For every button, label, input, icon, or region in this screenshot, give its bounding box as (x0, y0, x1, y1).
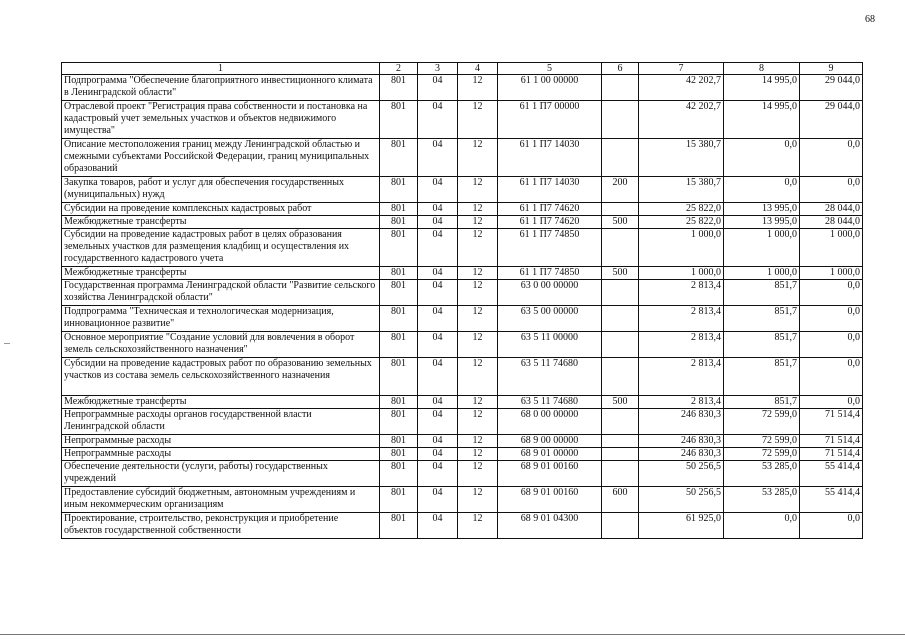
amount-col9: 0,0 (800, 139, 863, 177)
amount-col7: 42 202,7 (639, 101, 724, 139)
expense-type (602, 306, 639, 332)
section-code: 801 (380, 306, 418, 332)
amount-col8: 851,7 (724, 358, 800, 396)
row-name: Непрограммные расходы (62, 448, 380, 461)
subsection-code: 04 (418, 203, 458, 216)
row-name: Субсидии на проведение кадастровых работ по образованию земельных участков из состава земель сельскохозяйственного назначения (62, 358, 380, 396)
amount-col9: 71 514,4 (800, 435, 863, 448)
target-article: 68 9 01 00160 (498, 461, 602, 487)
subsection-code: 04 (418, 75, 458, 101)
expense-type (602, 280, 639, 306)
row-name: Отраслевой проект "Регистрация права собственности и постановка на кадастровый учет земельных участков и объектов недвижимого имущества" (62, 101, 380, 139)
amount-col9: 55 414,4 (800, 461, 863, 487)
target-article: 63 5 11 74680 (498, 358, 602, 396)
target-article: 61 1 П7 74620 (498, 216, 602, 229)
section-code: 801 (380, 267, 418, 280)
subsection-code-2: 12 (458, 75, 498, 101)
table-row (62, 306, 863, 332)
subsection-code: 04 (418, 487, 458, 513)
expense-type (602, 461, 639, 487)
page-number: 68 (865, 14, 875, 25)
subsection-code-2: 12 (458, 280, 498, 306)
expense-type (602, 435, 639, 448)
section-code: 801 (380, 75, 418, 101)
subsection-code-2: 12 (458, 139, 498, 177)
expense-type (602, 75, 639, 101)
amount-col9: 29 044,0 (800, 101, 863, 139)
section-code: 801 (380, 203, 418, 216)
section-code: 801 (380, 487, 418, 513)
row-name: Основное мероприятие "Создание условий для вовлечения в оборот земель сельскохозяйственного назначения" (62, 332, 380, 358)
amount-col9: 0,0 (800, 177, 863, 203)
column-header: 9 (800, 63, 863, 75)
expense-type: 200 (602, 177, 639, 203)
amount-col7: 15 380,7 (639, 139, 724, 177)
section-code: 801 (380, 409, 418, 435)
column-header: 4 (458, 63, 498, 75)
budget-table (61, 62, 863, 539)
amount-col7: 246 830,3 (639, 448, 724, 461)
table-row (62, 267, 863, 280)
amount-col9: 1 000,0 (800, 229, 863, 267)
amount-col7: 50 256,5 (639, 461, 724, 487)
expense-type (602, 203, 639, 216)
page-bottom-rule (0, 634, 905, 635)
subsection-code: 04 (418, 267, 458, 280)
subsection-code-2: 12 (458, 358, 498, 396)
table-row (62, 461, 863, 487)
column-header: 1 (62, 63, 380, 75)
amount-col8: 72 599,0 (724, 435, 800, 448)
amount-col8: 851,7 (724, 280, 800, 306)
subsection-code: 04 (418, 448, 458, 461)
table-row (62, 448, 863, 461)
amount-col8: 13 995,0 (724, 203, 800, 216)
amount-col9: 1 000,0 (800, 267, 863, 280)
column-header: 3 (418, 63, 458, 75)
subsection-code-2: 12 (458, 203, 498, 216)
amount-col7: 2 813,4 (639, 396, 724, 409)
column-header: 7 (639, 63, 724, 75)
amount-col8: 0,0 (724, 513, 800, 539)
target-article: 61 1 П7 00000 (498, 101, 602, 139)
expense-type (602, 332, 639, 358)
amount-col8: 13 995,0 (724, 216, 800, 229)
row-name: Описание местоположения границ между Ленинградской областью и смежными субъектами Российской Федерации, границ муниципальных образований (62, 139, 380, 177)
row-name: Государственная программа Ленинградской области "Развитие сельского хозяйства Ленинградской области" (62, 280, 380, 306)
amount-col8: 53 285,0 (724, 487, 800, 513)
row-name: Непрограммные расходы органов государственной власти Ленинградской области (62, 409, 380, 435)
subsection-code: 04 (418, 435, 458, 448)
subsection-code-2: 12 (458, 448, 498, 461)
expense-type: 500 (602, 216, 639, 229)
row-name: Обеспечение деятельности (услуги, работы) государственных учреждений (62, 461, 380, 487)
subsection-code-2: 12 (458, 409, 498, 435)
subsection-code: 04 (418, 280, 458, 306)
subsection-code-2: 12 (458, 396, 498, 409)
amount-col9: 29 044,0 (800, 75, 863, 101)
row-name: Предоставление субсидий бюджетным, автономным учреждениям и иным некоммерческим организациям (62, 487, 380, 513)
subsection-code: 04 (418, 177, 458, 203)
amount-col7: 2 813,4 (639, 332, 724, 358)
target-article: 61 1 00 00000 (498, 75, 602, 101)
section-code: 801 (380, 448, 418, 461)
subsection-code: 04 (418, 513, 458, 539)
amount-col8: 14 995,0 (724, 101, 800, 139)
row-name: Закупка товаров, работ и услуг для обеспечения государственных (муниципальных) нужд (62, 177, 380, 203)
expense-type (602, 409, 639, 435)
amount-col9: 0,0 (800, 332, 863, 358)
section-code: 801 (380, 216, 418, 229)
target-article: 63 5 11 74680 (498, 396, 602, 409)
table-row (62, 280, 863, 306)
amount-col8: 851,7 (724, 306, 800, 332)
subsection-code-2: 12 (458, 101, 498, 139)
target-article: 68 9 01 00000 (498, 448, 602, 461)
subsection-code-2: 12 (458, 487, 498, 513)
amount-col8: 851,7 (724, 332, 800, 358)
row-name: Подпрограмма "Обеспечение благоприятного инвестиционного климата в Ленинградской области" (62, 75, 380, 101)
amount-col8: 72 599,0 (724, 409, 800, 435)
expense-type: 500 (602, 267, 639, 280)
amount-col9: 0,0 (800, 280, 863, 306)
section-code: 801 (380, 435, 418, 448)
section-code: 801 (380, 229, 418, 267)
target-article: 63 0 00 00000 (498, 280, 602, 306)
column-header: 2 (380, 63, 418, 75)
target-article: 63 5 00 00000 (498, 306, 602, 332)
amount-col7: 15 380,7 (639, 177, 724, 203)
subsection-code: 04 (418, 396, 458, 409)
amount-col7: 25 822,0 (639, 216, 724, 229)
subsection-code-2: 12 (458, 513, 498, 539)
amount-col8: 53 285,0 (724, 461, 800, 487)
column-header: 6 (602, 63, 639, 75)
amount-col9: 55 414,4 (800, 487, 863, 513)
expense-type (602, 358, 639, 396)
amount-col8: 14 995,0 (724, 75, 800, 101)
amount-col8: 0,0 (724, 139, 800, 177)
column-header: 8 (724, 63, 800, 75)
table-row (62, 101, 863, 139)
amount-col9: 71 514,4 (800, 448, 863, 461)
table-row (62, 177, 863, 203)
table-body (62, 75, 863, 539)
section-code: 801 (380, 139, 418, 177)
subsection-code-2: 12 (458, 332, 498, 358)
amount-col7: 246 830,3 (639, 409, 724, 435)
row-name: Подпрограмма "Техническая и технологическая модернизация, инновационное развитие" (62, 306, 380, 332)
target-article: 61 1 П7 14030 (498, 177, 602, 203)
row-name: Межбюджетные трансферты (62, 216, 380, 229)
expense-type (602, 139, 639, 177)
subsection-code: 04 (418, 409, 458, 435)
expense-type (602, 513, 639, 539)
section-code: 801 (380, 280, 418, 306)
table-row (62, 203, 863, 216)
row-name: Непрограммные расходы (62, 435, 380, 448)
expense-type (602, 448, 639, 461)
target-article: 68 9 01 04300 (498, 513, 602, 539)
target-article: 68 9 00 00000 (498, 435, 602, 448)
amount-col7: 1 000,0 (639, 229, 724, 267)
margin-mark (4, 343, 10, 344)
subsection-code-2: 12 (458, 177, 498, 203)
table-row (62, 513, 863, 539)
amount-col8: 72 599,0 (724, 448, 800, 461)
subsection-code-2: 12 (458, 306, 498, 332)
amount-col7: 2 813,4 (639, 306, 724, 332)
row-name: Субсидии на проведение комплексных кадастровых работ (62, 203, 380, 216)
amount-col9: 0,0 (800, 358, 863, 396)
section-code: 801 (380, 177, 418, 203)
subsection-code: 04 (418, 461, 458, 487)
amount-col7: 2 813,4 (639, 358, 724, 396)
subsection-code-2: 12 (458, 216, 498, 229)
section-code: 801 (380, 358, 418, 396)
amount-col9: 28 044,0 (800, 216, 863, 229)
header-row (62, 63, 863, 75)
amount-col7: 25 822,0 (639, 203, 724, 216)
expense-type: 600 (602, 487, 639, 513)
expense-type (602, 229, 639, 267)
section-code: 801 (380, 396, 418, 409)
amount-col7: 50 256,5 (639, 487, 724, 513)
table-row (62, 229, 863, 267)
table-row (62, 216, 863, 229)
subsection-code-2: 12 (458, 267, 498, 280)
subsection-code: 04 (418, 139, 458, 177)
target-article: 61 1 П7 74850 (498, 229, 602, 267)
subsection-code: 04 (418, 229, 458, 267)
table-row (62, 396, 863, 409)
amount-col9: 71 514,4 (800, 409, 863, 435)
amount-col9: 0,0 (800, 396, 863, 409)
row-name: Межбюджетные трансферты (62, 267, 380, 280)
amount-col7: 1 000,0 (639, 267, 724, 280)
target-article: 68 9 01 00160 (498, 487, 602, 513)
subsection-code: 04 (418, 332, 458, 358)
target-article: 61 1 П7 14030 (498, 139, 602, 177)
amount-col7: 2 813,4 (639, 280, 724, 306)
amount-col7: 61 925,0 (639, 513, 724, 539)
row-name: Проектирование, строительство, реконструкция и приобретение объектов государственной собственности (62, 513, 380, 539)
section-code: 801 (380, 332, 418, 358)
amount-col8: 0,0 (724, 177, 800, 203)
row-name: Межбюджетные трансферты (62, 396, 380, 409)
amount-col7: 42 202,7 (639, 75, 724, 101)
target-article: 63 5 11 00000 (498, 332, 602, 358)
amount-col9: 0,0 (800, 513, 863, 539)
subsection-code: 04 (418, 216, 458, 229)
table-row (62, 332, 863, 358)
target-article: 68 0 00 00000 (498, 409, 602, 435)
table-row (62, 358, 863, 396)
subsection-code-2: 12 (458, 435, 498, 448)
column-header: 5 (498, 63, 602, 75)
subsection-code-2: 12 (458, 229, 498, 267)
subsection-code: 04 (418, 306, 458, 332)
expense-type (602, 101, 639, 139)
table-row (62, 435, 863, 448)
amount-col8: 1 000,0 (724, 267, 800, 280)
table-row (62, 487, 863, 513)
section-code: 801 (380, 461, 418, 487)
subsection-code: 04 (418, 358, 458, 396)
expense-type: 500 (602, 396, 639, 409)
table-row (62, 75, 863, 101)
amount-col9: 28 044,0 (800, 203, 863, 216)
amount-col9: 0,0 (800, 306, 863, 332)
subsection-code: 04 (418, 101, 458, 139)
amount-col8: 851,7 (724, 396, 800, 409)
table-row (62, 139, 863, 177)
target-article: 61 1 П7 74850 (498, 267, 602, 280)
amount-col7: 246 830,3 (639, 435, 724, 448)
amount-col8: 1 000,0 (724, 229, 800, 267)
row-name: Субсидии на проведение кадастровых работ в целях образования земельных участков для размещения кладбищ и осуществления их государственного кадастрового учета (62, 229, 380, 267)
target-article: 61 1 П7 74620 (498, 203, 602, 216)
table-row (62, 409, 863, 435)
section-code: 801 (380, 101, 418, 139)
subsection-code-2: 12 (458, 461, 498, 487)
section-code: 801 (380, 513, 418, 539)
